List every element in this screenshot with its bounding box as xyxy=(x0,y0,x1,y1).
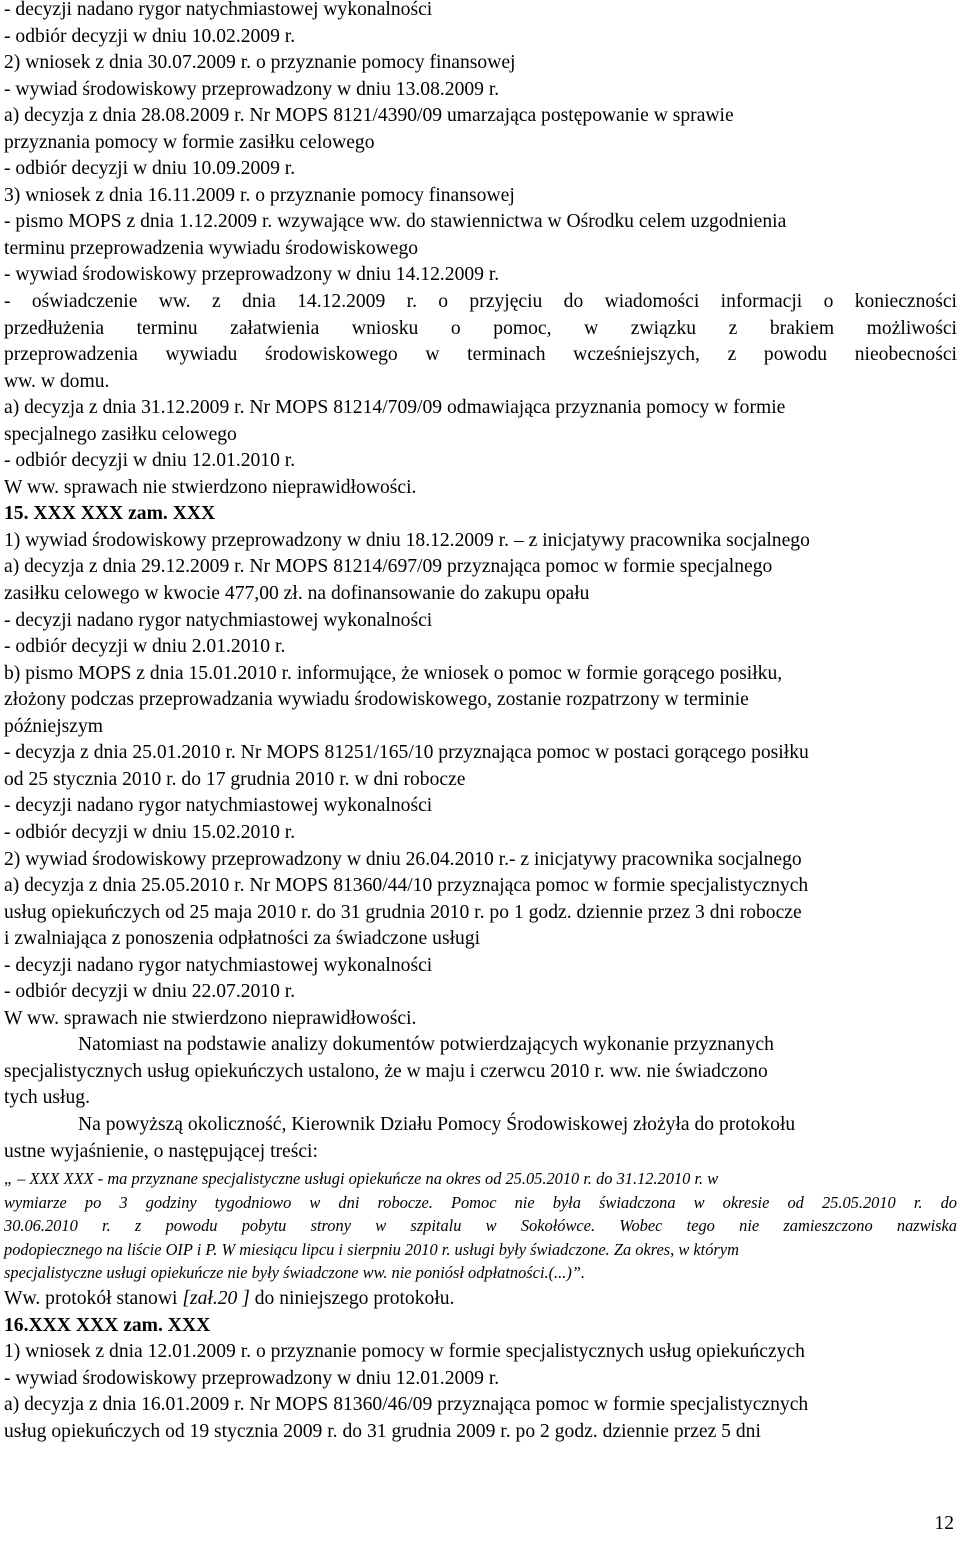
text-line: a) decyzja z dnia 25.05.2010 r. Nr MOPS 81360/44/10 przyznająca pomoc w formie specjalistycznych xyxy=(4,875,809,897)
text-line: przyznania pomocy w formie zasiłku celowego xyxy=(4,131,375,153)
text-line: b) pismo MOPS z dnia 15.01.2010 r. informujące, że wniosek o pomoc w formie gorącego posiłku, xyxy=(4,662,783,684)
page-number: 12 xyxy=(934,1513,954,1534)
text-line: 2) wywiad środowiskowy przeprowadzony w dniu 26.04.2010 r.- z inicjatywy pracownika socjalnego xyxy=(4,848,802,870)
text-line: - odbiór decyzji w dniu 12.01.2010 r. xyxy=(4,450,296,472)
text-line: zasiłku celowego w kwocie 477,00 zł. na dofinansowanie do zakupu opału xyxy=(4,583,590,605)
text-line: - pismo MOPS z dnia 1.12.2009 r. wzywające ww. do stawiennictwa w Ośrodku celem uzgodnienia xyxy=(4,211,787,233)
paragraph-line: Na powyższą okoliczność, Kierownik Działu Pomocy Środowiskowej złożyła do protokołu xyxy=(78,1113,796,1135)
text-line: 3) wniosek z dnia 16.11.2009 r. o przyznanie pomocy finansowej xyxy=(4,184,515,206)
text-line: przedłużenia terminu załatwienia wniosku o pomoc, w związku z brakiem możliwości xyxy=(4,317,957,339)
text-line: - decyzji nadano rygor natychmiastowej wykonalności xyxy=(4,609,433,631)
text-line: 1) wywiad środowiskowy przeprowadzony w dniu 18.12.2009 r. – z inicjatywy pracownika socjalnego xyxy=(4,529,810,551)
text-line: złożony podczas przeprowadzania wywiadu środowiskowego, zostanie rozpatrzony w terminie xyxy=(4,689,749,711)
quote-line: podopiecznego na liście OIP i P. W miesiącu lipcu i sierpniu 2010 r. usługi były świadczone. Za okres, w którym xyxy=(4,1239,739,1259)
protocol-text-before: Ww. protokół stanowi xyxy=(4,1288,183,1310)
paragraph-line: ustne wyjaśnienie, o następującej treści: xyxy=(4,1140,318,1162)
text-line: a) decyzja z dnia 16.01.2009 r. Nr MOPS 81360/46/09 przyznająca pomoc w formie specjalistycznych xyxy=(4,1394,809,1416)
quoted-explanation xyxy=(4,1167,957,1285)
section-heading-16: 16.XXX XXX zam. XXX xyxy=(4,1314,211,1336)
text-line: W ww. sprawach nie stwierdzono nieprawidłowości. xyxy=(4,476,417,498)
text-line: terminu przeprowadzenia wywiadu środowiskowego xyxy=(4,237,419,259)
paragraph-line: Natomiast na podstawie analizy dokumentów potwierdzających wykonanie przyznanych xyxy=(78,1034,774,1056)
text-line: późniejszym xyxy=(4,715,104,737)
text-line: - decyzji nadano rygor natychmiastowej wykonalności xyxy=(4,795,433,817)
text-line: przeprowadzenia wywiadu środowiskowego w terminach wcześniejszych, z powodu nieobecności xyxy=(4,344,957,366)
text-line: a) decyzja z dnia 29.12.2009 r. Nr MOPS 81214/697/09 przyznająca pomoc w formie specjalnego xyxy=(4,556,773,578)
text-line: specjalnego zasiłku celowego xyxy=(4,423,237,445)
quote-line: specjalistyczne usługi opiekuńcze nie były świadczone ww. nie poniósł odpłatności.(...)”. xyxy=(4,1263,586,1283)
text-line: - odbiór decyzji w dniu 2.01.2010 r. xyxy=(4,636,286,658)
quote-line: wymiarze po 3 godziny tygodniowo w dni robocze. Pomoc nie była świadczona w okresie od 25.05.2010 r. do xyxy=(4,1192,957,1212)
text-line: 1) wniosek z dnia 12.01.2009 r. o przyznanie pomocy w formie specjalistycznych usług opiekuńczych xyxy=(4,1341,805,1363)
text-line: 2) wniosek z dnia 30.07.2009 r. o przyznanie pomocy finansowej xyxy=(4,52,516,74)
text-line: ww. w domu. xyxy=(4,370,110,392)
section-heading-15: 15. XXX XXX zam. XXX xyxy=(4,503,216,525)
text-line: i zwalniająca z ponoszenia odpłatności za świadczone usługi xyxy=(4,928,481,950)
text-line: - wywiad środowiskowy przeprowadzony w dniu 12.01.2009 r. xyxy=(4,1367,500,1389)
text-line: - oświadczenie ww. z dnia 14.12.2009 r. o przyjęciu do wiadomości informacji o konieczności xyxy=(4,291,957,313)
attachment-reference: [zał.20 ] xyxy=(182,1288,250,1310)
text-line: - decyzji nadano rygor natychmiastowej wykonalności xyxy=(4,0,433,20)
text-line: - odbiór decyzji w dniu 10.02.2009 r. xyxy=(4,25,296,47)
protocol-text-after: do niniejszego protokołu. xyxy=(249,1288,455,1310)
text-line: od 25 stycznia 2010 r. do 17 grudnia 2010 r. w dni robocze xyxy=(4,768,466,790)
text-line: - odbiór decyzji w dniu 10.09.2009 r. xyxy=(4,158,296,180)
paragraph-line: specjalistycznych usług opiekuńczych ustalono, że w maju i czerwcu 2010 r. ww. nie świadczono xyxy=(4,1060,768,1082)
quote-line: 30.06.2010 r. z powodu pobytu strony w szpitalu w Sokołówce. Wobec tego nie zamieszczono nazwiska xyxy=(4,1216,957,1236)
text-line: - decyzja z dnia 25.01.2010 r. Nr MOPS 81251/165/10 przyznająca pomoc w postaci gorącego posiłku xyxy=(4,742,809,764)
text-line: a) decyzja z dnia 28.08.2009 r. Nr MOPS 8121/4390/09 umarzająca postępowanie w sprawie xyxy=(4,105,734,127)
text-line: - wywiad środowiskowy przeprowadzony w dniu 13.08.2009 r. xyxy=(4,78,500,100)
text-line: - wywiad środowiskowy przeprowadzony w dniu 14.12.2009 r. xyxy=(4,264,500,286)
text-line: - odbiór decyzji w dniu 22.07.2010 r. xyxy=(4,981,296,1003)
text-line: a) decyzja z dnia 31.12.2009 r. Nr MOPS 81214/709/09 odmawiająca przyznania pomocy w formie xyxy=(4,397,786,419)
paragraph-line: tych usług. xyxy=(4,1087,90,1109)
quote-line: „ – XXX XXX - ma przyznane specjalistyczne usługi opiekuńcze na okres od 25.05.2010 r. do 31.12.2010 r. w xyxy=(4,1169,719,1189)
text-line: W ww. sprawach nie stwierdzono nieprawidłowości. xyxy=(4,1007,417,1029)
text-line: usług opiekuńczych od 25 maja 2010 r. do 31 grudnia 2010 r. po 1 godz. dziennie przez 3 dni robocze xyxy=(4,901,802,923)
document-body xyxy=(4,0,957,1445)
protocol-reference-line xyxy=(4,1286,957,1313)
text-line: usług opiekuńczych od 19 stycznia 2009 r. do 31 grudnia 2009 r. po 2 godz. dziennie przez 5 dni xyxy=(4,1420,761,1442)
text-line: - decyzji nadano rygor natychmiastowej wykonalności xyxy=(4,954,433,976)
text-line: - odbiór decyzji w dniu 15.02.2010 r. xyxy=(4,821,296,843)
